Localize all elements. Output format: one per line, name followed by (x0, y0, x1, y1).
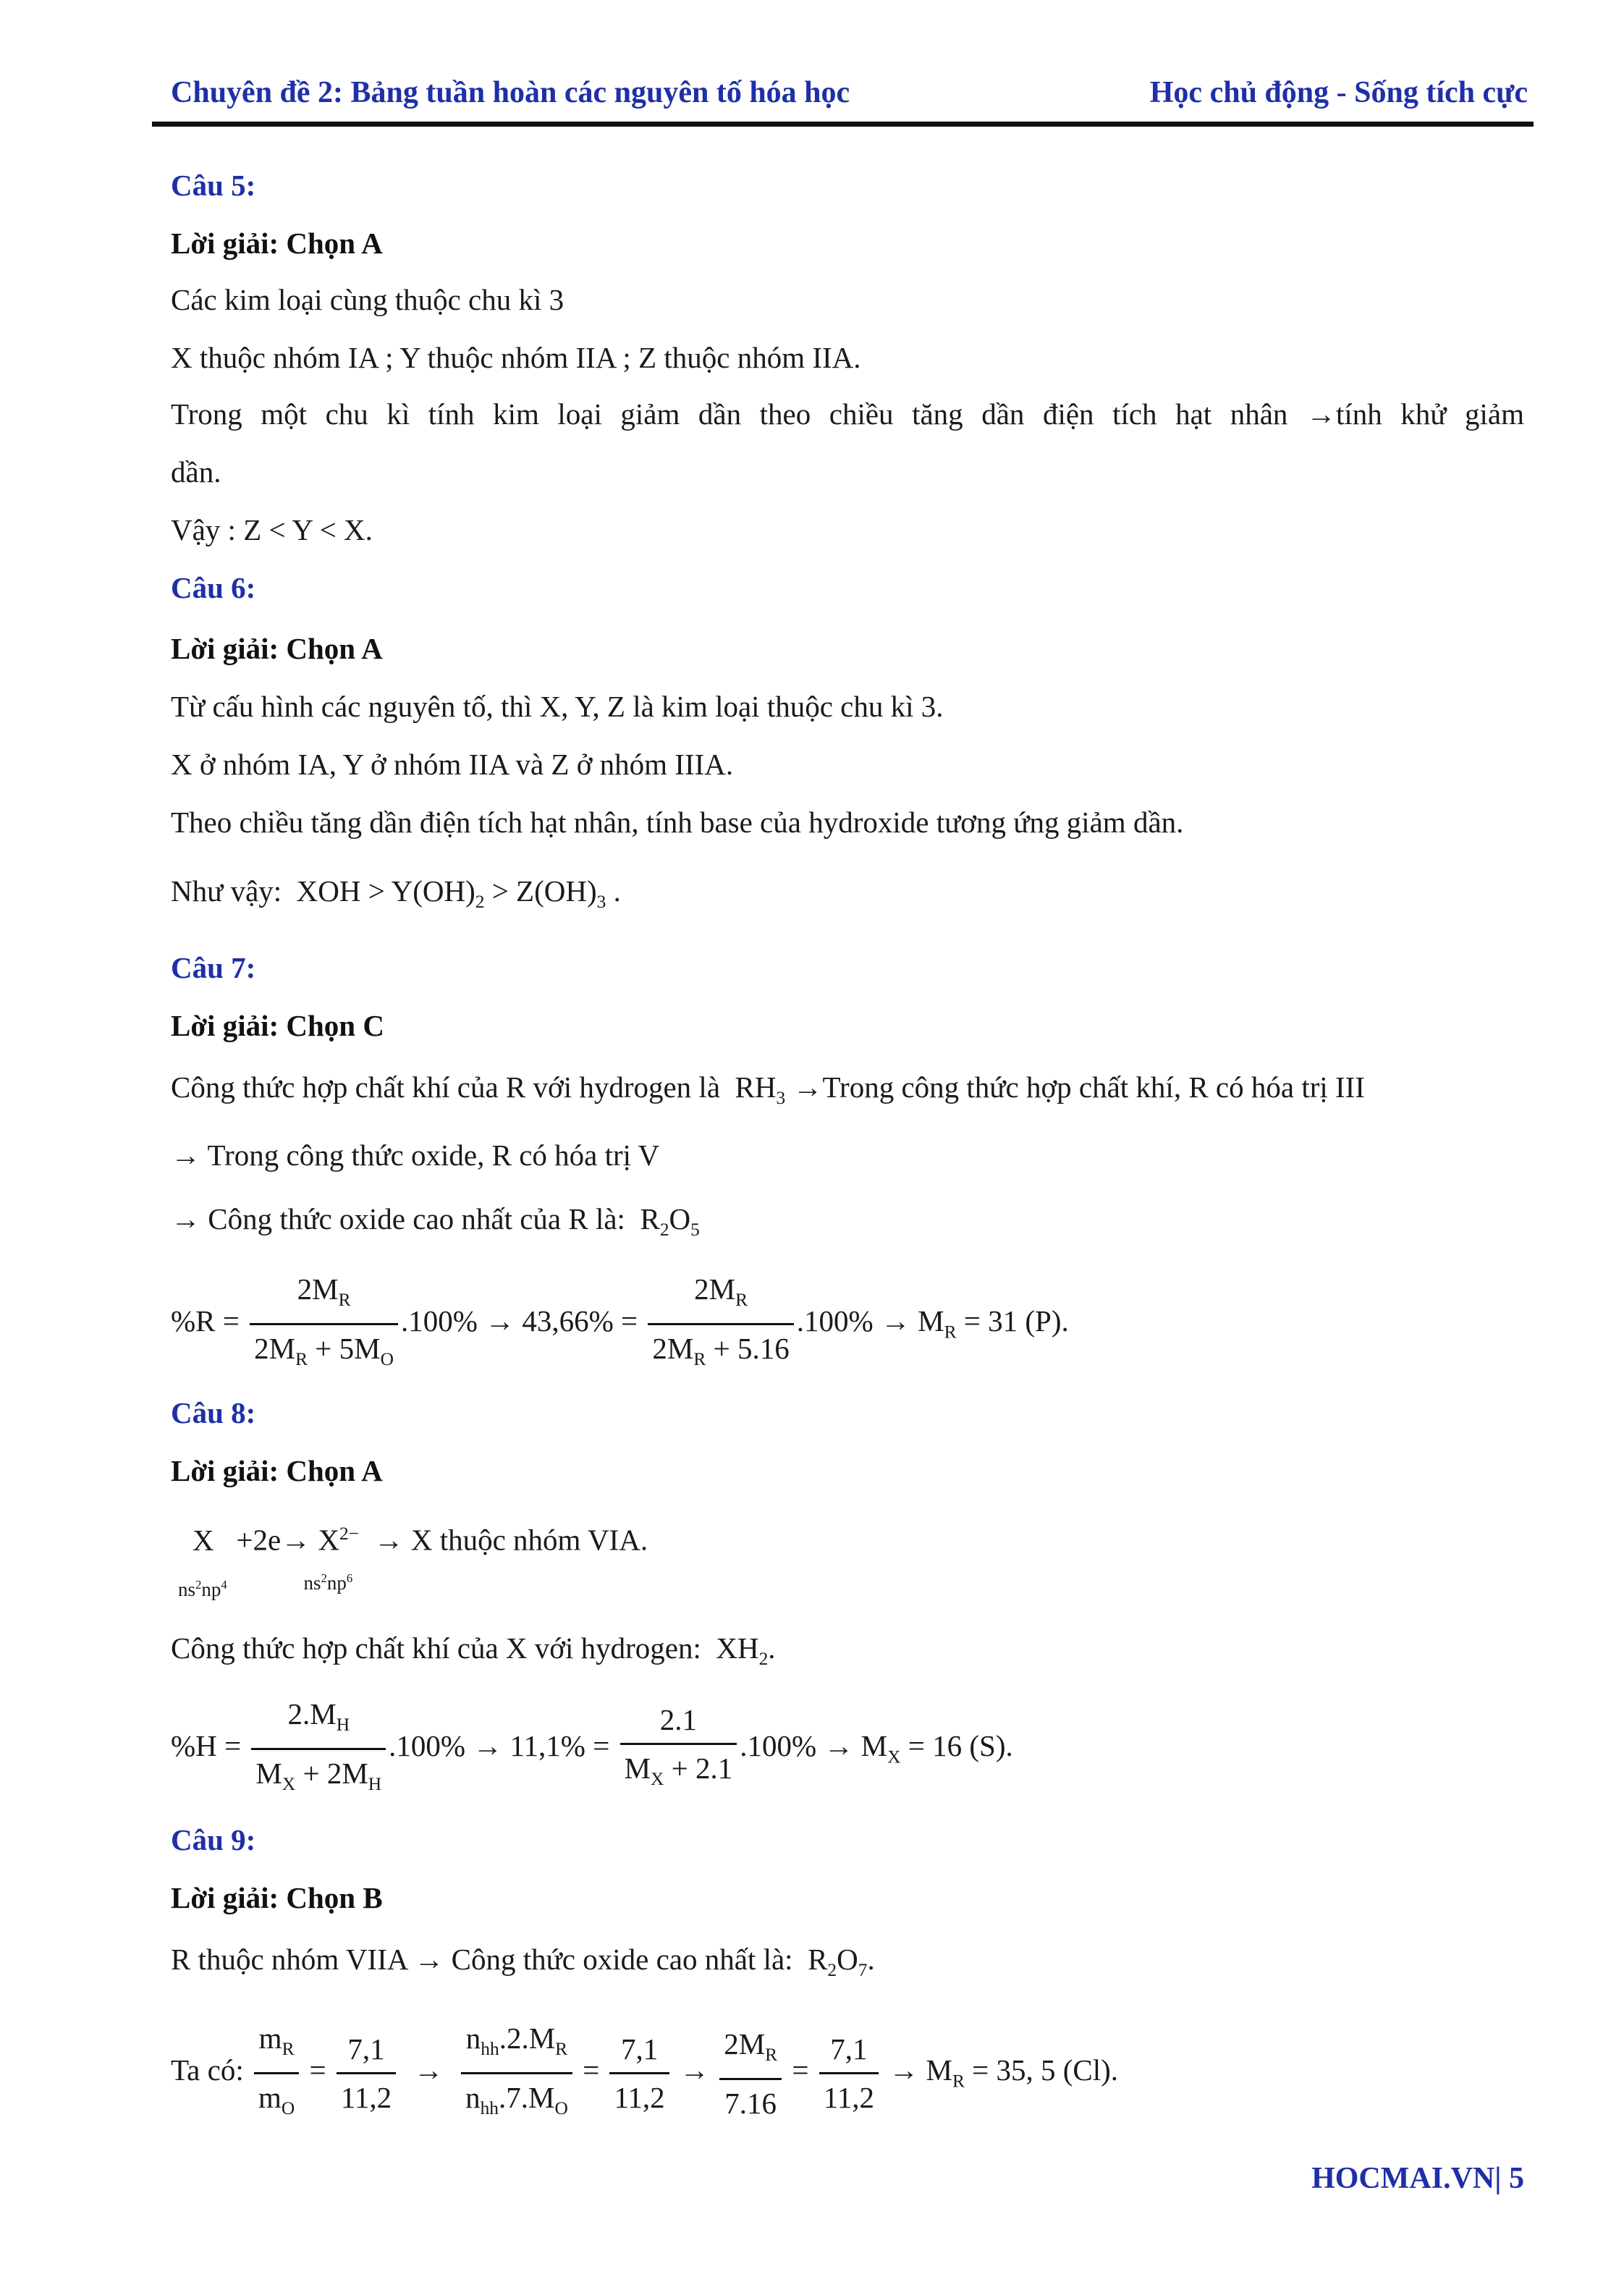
q5-line-5: Vậy : Z < Y < X. (171, 513, 373, 546)
q7-line-3: → Công thức oxide cao nhất của R là: $R_2O_5$ (171, 1202, 700, 1241)
q6-line-2: X ở nhóm IA, Y ở nhóm IIA và Z ở nhóm IIIA. (171, 748, 734, 781)
q7-equation: %R = $\frac{2M_R}{2M_R + 5M_O}$ .100% → 43,66% = $\frac{2M_R}{2M_R + 5.16}$ $.100\% \to M_R = 31$ (P). (171, 1270, 1069, 1378)
q7-line-2: → Trong công thức oxide, R có hóa trị V (171, 1138, 660, 1172)
q9-equation: Ta có: $\frac{m_R}{m_O}$ = $\frac{7,1}{11,2}$ → $\frac{n_{hh}.2.M_R}{n_{hh}.7.M_O}$ = $\frac{7,1}{11,2}$ → $\frac{2M_R}{7.16}$ = $\frac{7,1}{11,2}$ → $M_R = 35$, 5 (Cl). (171, 2019, 1118, 2127)
q8-equation: %H = $\frac{2.M_H}{M_X + 2M_H}$ .100% → 11,1% = $\frac{2.1}{M_X + 2.1}$ $.100\% \to M_X = 16$ (S). (171, 1695, 1013, 1803)
page-footer: HOCMAI.VN| 5 (1311, 2162, 1524, 2195)
q6-line-3: Theo chiều tăng dần điện tích hạt nhân, tính base của hydroxide tương ứng giảm dần. (171, 806, 1184, 839)
header-slogan: Học chủ động - Sống tích cực (1149, 76, 1528, 109)
q5-line-3: Trong một chu kì tính kim loại giảm dần theo chiều tăng dần điện tích hạt nhân →tính khử giảm (171, 397, 1524, 431)
page-header (152, 71, 1534, 127)
q8-ion-equation: X $ns^2np^4$ $+2e\to X^{2-}$ $ns^2np^6$ → X thuộc nhóm VIA. (178, 1523, 648, 1600)
q5-line-4: dần. (171, 455, 221, 489)
q7-line-1: Công thức hợp chất khí của R với hydrogen là $RH_3$ →Trong công thức hợp chất khí, R có hóa trị III (171, 1070, 1365, 1109)
question-8-answer: Lời giải: Chọn A (171, 1454, 383, 1487)
q9-line-1: R thuộc nhóm VIIA → Công thức oxide cao nhất là: $R_2O_7$. (171, 1943, 875, 1981)
q6-line-1: Từ cấu hình các nguyên tố, thì X, Y, Z là kim loại thuộc chu kì 3. (171, 690, 944, 723)
question-5-answer: Lời giải: Chọn A (171, 227, 383, 260)
q6-hydroxide-order: XOH > $Y(OH)_2 > Z(OH)_3$ . (289, 874, 621, 913)
q6-line-4: Như vậy: XOH > $Y(OH)_2 > Z(OH)_3$ . (171, 874, 621, 913)
question-5-title: Câu 5: (171, 169, 256, 202)
question-6-answer: Lời giải: Chọn A (171, 632, 383, 665)
question-6-title: Câu 6: (171, 571, 256, 604)
q8-line-2: Công thức hợp chất khí của X với hydrogen: $XH_2$. (171, 1631, 776, 1670)
question-7-title: Câu 7: (171, 951, 256, 984)
question-9-answer: Lời giải: Chọn B (171, 1881, 383, 1914)
q5-line-2: X thuộc nhóm IA ; Y thuộc nhóm IIA ; Z thuộc nhóm IIA. (171, 341, 861, 374)
question-9-title: Câu 9: (171, 1823, 256, 1856)
question-8-title: Câu 8: (171, 1396, 256, 1429)
header-topic: Chuyên đề 2: Bảng tuần hoàn các nguyên tố hóa học (171, 76, 850, 109)
question-7-answer: Lời giải: Chọn C (171, 1009, 384, 1042)
q5-line-1: Các kim loại cùng thuộc chu kì 3 (171, 283, 564, 316)
